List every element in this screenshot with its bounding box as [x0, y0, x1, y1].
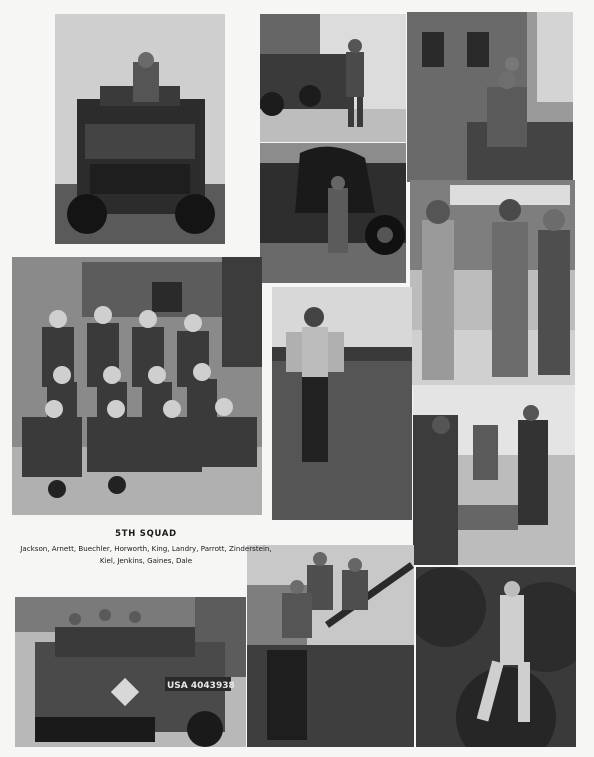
photo-halftrack: [15, 597, 246, 747]
photo-camp-soldiers: [413, 385, 575, 565]
photo-fifth-squad: [12, 257, 262, 515]
photo-standing-soldier-vehicles: [260, 14, 406, 142]
photo-armored-car: [55, 14, 225, 244]
photo-camouflaged-vehicle: [260, 143, 406, 283]
photo-foliage-figure: [416, 567, 576, 747]
squad-caption: [12, 528, 280, 567]
photo-tank-crew: [247, 545, 414, 747]
photo-building-jeep: [407, 12, 573, 182]
photo-shirtless-soldier: [272, 287, 412, 520]
photo-three-soldiers: [410, 180, 575, 385]
caption-names: [12, 543, 280, 567]
caption-names-line-2: Kiel, Jenkins, Gaines, Dale: [99, 556, 193, 565]
halftrack-serial-text: USA 4043938: [167, 681, 235, 691]
caption-names-line-1: Jackson, Arnett, Buechler, Horworth, King, Landry, Parrott, Zinderstein,: [20, 544, 272, 553]
caption-title: 5TH SQUAD: [115, 528, 177, 538]
